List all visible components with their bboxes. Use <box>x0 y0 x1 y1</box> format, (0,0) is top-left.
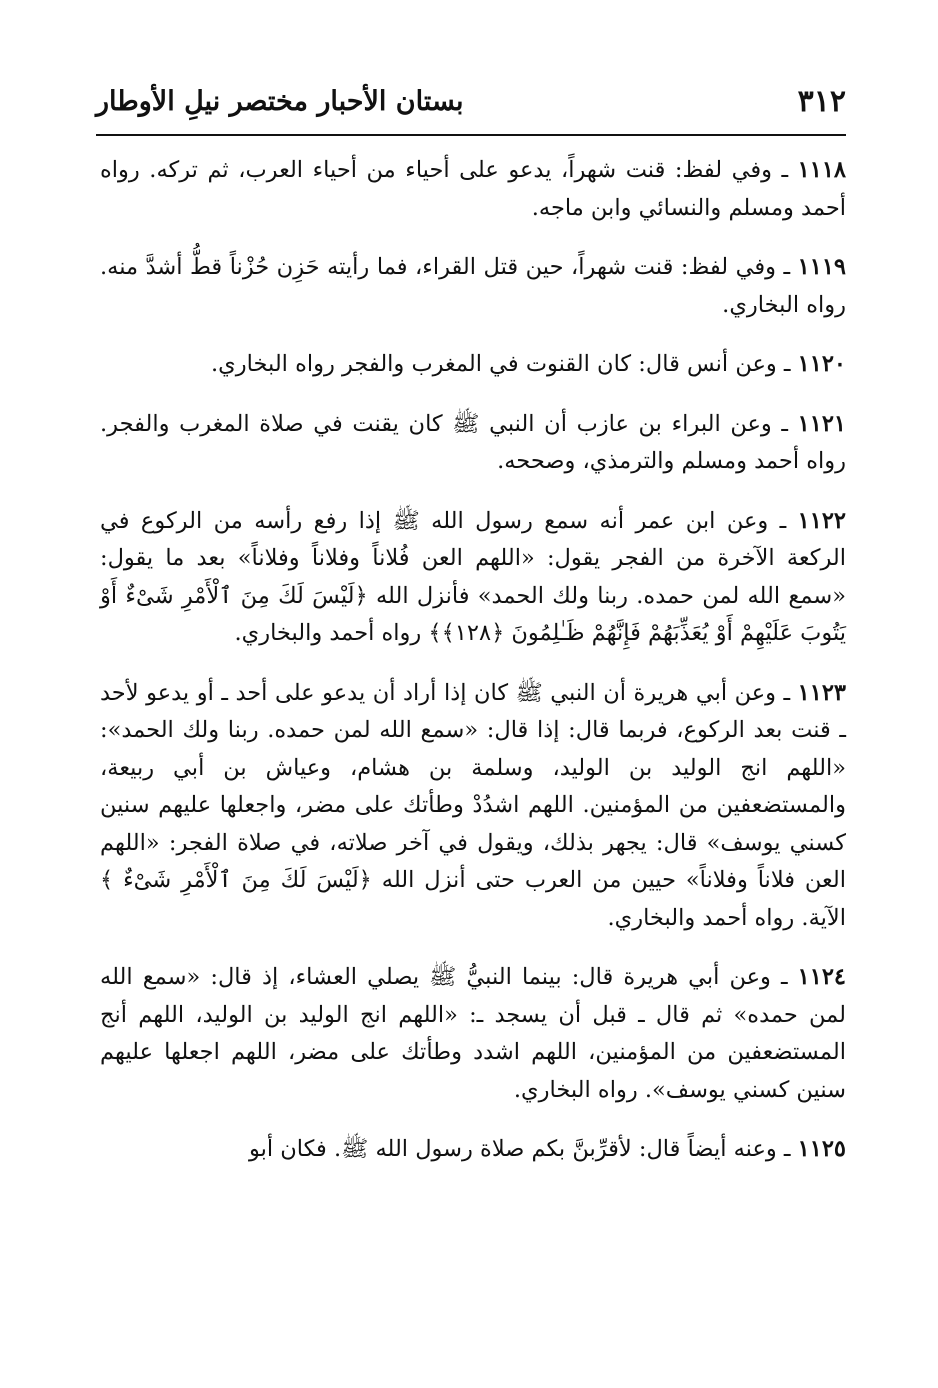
hadith-text: ـ وعن أبي هريرة قال: بينما النبيُّ ﷺ يصلي العشاء، إذ قال: «سمع الله لمن حمده» ثم قال ـ قبل أن يسجد ـ: «اللهم انج الوليد بن الوليد، اللهم أنج المستضعفين من المؤمنين، اللهم اشدد وطأتك على مضر، اللهم اجعلها عليهم سنين كسني يوسف». رواه البخاري. <box>100 964 846 1103</box>
hadith-number: ١١٢٥ <box>797 1136 846 1162</box>
hadith-text: ـ وعن البراء بن عازب أن النبي ﷺ كان يقنت في صلاة المغرب والفجر. رواه أحمد ومسلم والترمذي، وصححه. <box>100 410 846 474</box>
hadith-number: ١١١٨ <box>797 157 846 183</box>
running-title: بستان الأحبار مختصر نيلِ الأوطار <box>96 86 464 117</box>
hadith-entry-1122 <box>100 503 846 653</box>
hadith-entry-1124 <box>100 959 846 1109</box>
page-header <box>96 78 846 128</box>
hadith-number: ١١٢٠ <box>797 351 846 377</box>
hadith-number: ١١٢٣ <box>797 679 846 706</box>
hadith-number: ١١١٩ <box>797 254 846 280</box>
hadith-list <box>100 152 846 1169</box>
hadith-entry-1120 <box>100 346 846 384</box>
page-number: ٣١٢ <box>797 84 846 119</box>
hadith-entry-1125 <box>100 1131 846 1169</box>
hadith-number: ١١٢٢ <box>797 507 846 534</box>
header-divider <box>96 134 846 136</box>
hadith-entry-1123 <box>100 675 846 938</box>
hadith-number: ١١٢١ <box>797 410 846 437</box>
hadith-text: ـ وعنه أيضاً قال: لأقرِّبنَّ بكم صلاة رسول الله ﷺ. فكان أبو <box>248 1136 798 1162</box>
hadith-text: ـ وعن ابن عمر أنه سمع رسول الله ﷺ إذا رفع رأسه من الركوع في الركعة الآخرة من الفجر يقول: «اللهم العن فُلاناً وفلاناً وفلاناً» بعد ما يقول: «سمع الله لمن حمده. ربنا ولك الحمد» فأنزل الله ﴿لَيْسَ لَكَ مِنَ ٱلْأَمْرِ شَىْءٌ أَوْ يَتُوبَ عَلَيْهِمْ أَوْ يُعَذِّبَهُمْ فَإِنَّهُمْ ظَـٰلِمُونَ ﴿١٢٨﴾﴾ رواه أحمد والبخاري. <box>100 507 846 646</box>
hadith-entry-1119 <box>100 249 846 324</box>
hadith-entry-1118 <box>100 152 846 227</box>
hadith-text: ـ وعن أبي هريرة أن النبي ﷺ كان إذا أراد أن يدعو على أحد ـ أو يدعو لأحد ـ قنت بعد الركوع، فربما قال: إذا قال: «سمع الله لمن حمده. ربنا ولك الحمد»: «اللهم انج الوليد بن الوليد، وسلمة بن هشام، وعياش بن أبي ربيعة، والمستضعفين من المؤمنين. اللهم اشدُدْ وطأتك على مضر، واجعلها عليهم سنين كسني يوسف» قال: يجهر بذلك، ويقول في آخر صلاته، في صلاة الفجر: «اللهم العن فلاناً وفلاناً» حيين من العرب حتى أنزل الله ﴿لَيْسَ لَكَ مِنَ ٱلْأَمْرِ شَىْءٌ ﴾ الآية. رواه أحمد والبخاري. <box>100 679 846 931</box>
hadith-number: ١١٢٤ <box>797 964 846 990</box>
hadith-entry-1121 <box>100 406 846 481</box>
hadith-text: ـ وعن أنس قال: كان القنوت في المغرب والفجر رواه البخاري. <box>211 351 798 377</box>
hadith-text: ـ وفي لفظ: قنت شهراً، يدعو على أحياء من أحياء العرب، ثم تركه. رواه أحمد ومسلم والنسائي وابن ماجه. <box>100 157 846 221</box>
hadith-text: ـ وفي لفظ: قنت شهراً، حين قتل القراء، فما رأيته حَزِن حُزْناً قطُّ أشدَّ منه. رواه البخاري. <box>100 254 846 318</box>
